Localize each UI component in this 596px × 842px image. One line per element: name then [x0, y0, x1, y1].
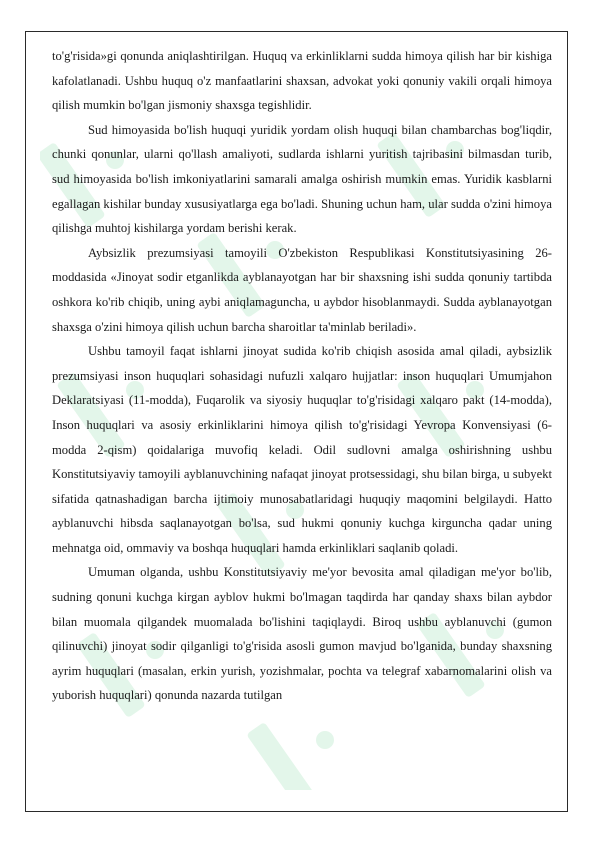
paragraph-4: Ushbu tamoyil faqat ishlarni jinoyat sudida ko'rib chiqish asosida amal qiladi, aybsizlik prezumsiyasi inson huquqlari sohasidagi nufuzli xalqaro hujjatlar: inson huquqlari Umumjahon Deklaratsiyasi (11-modda), Fuqarolik va siyosiy huquqlar to'g'risidagi xalqaro pakt (14-modda), Inson huquqlari va asosiy erkinliklarini himoya qilish to'g'risidagi Yevropa Konvensiyasi (6-modda 2-qism) qoidalariga muvofiq keladi. Odil sudlovni amalga oshirishning ushbu Konstitutsiyaviy tamoyili ayblanuvchining nafaqat jinoyat protsessidagi, shu bilan birga, u subyekt sifatida qatnashadigan barcha ijtimoiy munosabatlaridagi huquqiy maqomini belgilaydi. Hatto ayblanuvchi hibsda saqlanayotgan bo'lsa, sud hukmi qonuniy kuchga kirguncha qadar uning mehnatga oid, ommaviy va boshqa huquqlari hamda erkinliklari saqlanib qoladi. [52, 344, 552, 555]
paragraph-2: Sud himoyasida bo'lish huquqi yuridik yordam olish huquqi bilan chambarchas bog'liqdir, chunki qonunlar, ularni qo'llash amaliyoti, sudlarda ishlarni yuritish tajribasini bilmasdan turib, sud himoyasida bo'lish imkoniyatlarini samarali amalga oshirish mumkin emas. Yuridik kasblarni egallagan kishilar bunday xususiyatlarga ega bo'ladi. Shuning uchun ham, ular sudda o'zini himoya qilishga muhtoj kishilarga yordam berishi kerak. [52, 122, 552, 236]
paragraph-1: to'g'risida»gi qonunda aniqlashtirilgan. Huquq va erkinliklarni sudda himoya qilish har bir kishiga kafolatlanadi. Ushbu huquq o'z manfaatlarini shaxsan, advokat yoki qonuniy vakili orqali himoya qilish mumkin bo'lgan jismoniy shaxsga tegishlidir. [52, 49, 552, 113]
paragraph-3: Aybsizlik prezumsiyasi tamoyili O'zbekiston Respublikasi Konstitutsiyasining 26-moddasida «Jinoyat sodir etganlikda ayblanayotgan har bir shaxsning ishi sudda qonuniy tartibda oshkora ko'rib chiqib, uning aybi aniqlamaguncha, u aybdor hisoblanmaydi. Sudda ayblanayotgan shaxsga o'zini himoya qilish uchun barcha sharoitlar ta'minlab beriladi». [52, 245, 552, 334]
document-body [52, 44, 552, 708]
paragraph-5: Umuman olganda, ushbu Konstitutsiyaviy me'yor bevosita amal qiladigan me'yor bo'lib, sudning qonuni kuchga kirgan ayblov hukmi bo'lmagan taqdirda har qanday shaxs bilan aybdor bilan muomala qilgandek muomalada bo'lishini taqiqlaydi. Biroq ushbu ayblanuvchi (gumon qilinuvchi) jinoyat sodir qilganligi to'g'risida asosli gumon mavjud bo'lganida, bunday shaxsning ayrim huquqlari (masalan, erkin yurish, yozishmalar, pochta va telegraf xabarnomalarini olish va yuborish huquqlari) qonunda nazarda tutilgan [52, 565, 552, 703]
